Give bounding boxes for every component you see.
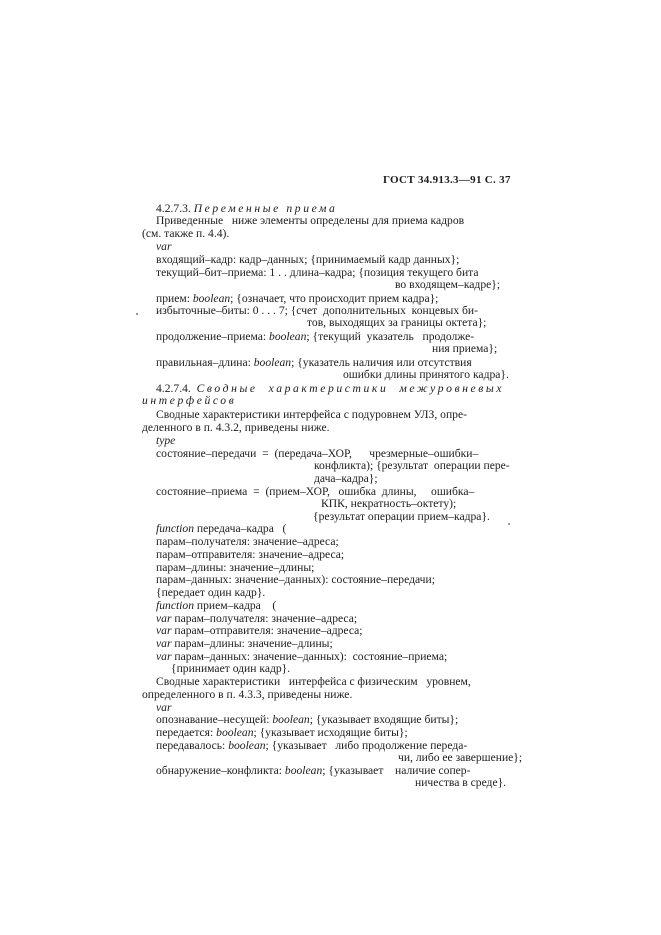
code-text: парам–отправителя: значение–адреса; bbox=[171, 624, 363, 637]
code-line: текущий–бит–приема: 1 . . длина–кадра; {позиция текущего бита bbox=[156, 266, 479, 279]
code-line bbox=[156, 522, 286, 535]
code-line: {передает один кадр}. bbox=[156, 586, 266, 599]
code-text: парам–длины: значение–длины; bbox=[171, 637, 333, 650]
code-line: конфликта); {результат операции пере- bbox=[314, 459, 510, 472]
code-text: ; {указывает наличие сопер- bbox=[322, 764, 471, 777]
paragraph-line: определенного в п. 4.3.3, приведены ниже. bbox=[142, 688, 353, 701]
keyword-var: var bbox=[156, 701, 172, 714]
code-line: ния приема}; bbox=[432, 342, 498, 355]
code-line: во входящем–кадре}; bbox=[395, 278, 501, 291]
keyword-type: type bbox=[156, 434, 176, 447]
code-line bbox=[156, 637, 333, 650]
keyword-var: var bbox=[156, 240, 172, 253]
code-line bbox=[156, 599, 276, 612]
code-line: {принимает один кадр}. bbox=[171, 662, 291, 675]
code-line: состояние–приема = (прием–ХОР, ошибка длины, ошибка– bbox=[156, 485, 475, 498]
code-text: ; {указывает исходящие биты}; bbox=[253, 726, 408, 739]
code-text: передавалось: bbox=[156, 739, 229, 752]
keyword-var: var bbox=[156, 650, 172, 663]
code-text: опознавание–несущей: bbox=[156, 713, 273, 726]
keyword-var: var bbox=[156, 612, 172, 625]
code-text: продолжение–приема: bbox=[156, 330, 270, 343]
type-keyword: boolean bbox=[284, 764, 323, 777]
section-title: Сводные характеристики межуровневых bbox=[196, 382, 505, 395]
code-line: дача–кадра}; bbox=[314, 472, 378, 485]
type-keyword: boolean bbox=[272, 713, 310, 726]
code-line: ошибки длины принятого кадра}. bbox=[343, 368, 509, 381]
code-line: парам–отправителя: значение–адреса; bbox=[156, 548, 345, 561]
code-line bbox=[156, 330, 474, 343]
code-line: парам–данных: значение–данных): состояние–передачи; bbox=[156, 573, 435, 586]
code-text: прием–кадра ( bbox=[194, 599, 277, 612]
code-line: тов, выходящих за границы октета}; bbox=[307, 316, 487, 329]
code-line: входящий–кадр: кадр–данных; {принимаемый кадр данных}; bbox=[156, 253, 460, 266]
keyword-var: var bbox=[156, 624, 172, 637]
code-text: обнаружение–конфликта: bbox=[156, 764, 285, 777]
type-keyword: boolean bbox=[269, 330, 307, 343]
code-line: парам–длины: значение–длины; bbox=[156, 561, 315, 574]
scan-speck bbox=[508, 523, 510, 525]
code-line: парам–получателя: значение–адреса; bbox=[156, 535, 339, 548]
code-text: ; {означает, что происходит прием кадра}; bbox=[230, 292, 439, 305]
code-line bbox=[156, 624, 363, 637]
scan-speck bbox=[136, 313, 138, 315]
paragraph-line: Сводные характеристики интерфейса с физическим уровнем, bbox=[156, 675, 471, 688]
code-text: прием: bbox=[156, 292, 193, 305]
code-text: ; {указывает входящие биты}; bbox=[309, 713, 459, 726]
code-text: правильная–длина: bbox=[156, 356, 254, 369]
paragraph-line: деленного в п. 4.3.2, приведены ниже. bbox=[142, 421, 330, 434]
section-number: 4.2.7.4. bbox=[156, 382, 191, 395]
code-line: чи, либо ее завершение}; bbox=[398, 751, 523, 764]
code-line: избыточные–биты: 0 . . . 7; {счет дополнительных концевых би- bbox=[156, 304, 478, 317]
code-line: {результат операции прием–кадра}. bbox=[313, 510, 490, 523]
section-title-cont: интерфейсов bbox=[142, 394, 237, 407]
paragraph-line: Приведенные ниже элементы определены для приема кадров bbox=[156, 214, 465, 227]
page-header: ГОСТ 34.913.3—91 С. 37 bbox=[383, 174, 511, 186]
code-text: ; {текущий указатель продолже- bbox=[306, 330, 475, 343]
code-text: ; {указывает либо продолжение переда- bbox=[265, 739, 468, 752]
type-keyword: boolean bbox=[192, 292, 231, 305]
type-keyword: boolean bbox=[253, 356, 292, 369]
paragraph-line: Сводные характеристики интерфейса с подуровнем УЛЗ, опре- bbox=[156, 408, 467, 421]
code-text: парам–получателя: значение–адреса; bbox=[171, 612, 358, 625]
code-text: парам–данных: значение–данных): состояние–приема; bbox=[171, 650, 448, 663]
code-text: передача–кадра ( bbox=[194, 522, 287, 535]
code-text: передается: bbox=[156, 726, 217, 739]
code-line bbox=[156, 726, 408, 739]
type-keyword: boolean bbox=[216, 726, 254, 739]
keyword-function: function bbox=[156, 522, 194, 535]
keyword-function: function bbox=[156, 599, 194, 612]
paragraph-line: (см. также п. 4.4). bbox=[142, 227, 230, 240]
code-line bbox=[156, 713, 458, 726]
code-line: состояние–передачи = (передача–ХОР, чрезмерные–ошибки– bbox=[156, 447, 479, 460]
code-line: ничества в среде}. bbox=[415, 776, 507, 789]
section-number: 4.2.7.3. bbox=[156, 202, 191, 215]
code-line: КПК, некратность–октету); bbox=[321, 497, 457, 510]
code-text: ; {указатель наличия или отсутствия bbox=[291, 356, 472, 369]
section-title: Переменные приема bbox=[193, 202, 338, 215]
keyword-var: var bbox=[156, 637, 172, 650]
type-keyword: boolean bbox=[228, 739, 266, 752]
